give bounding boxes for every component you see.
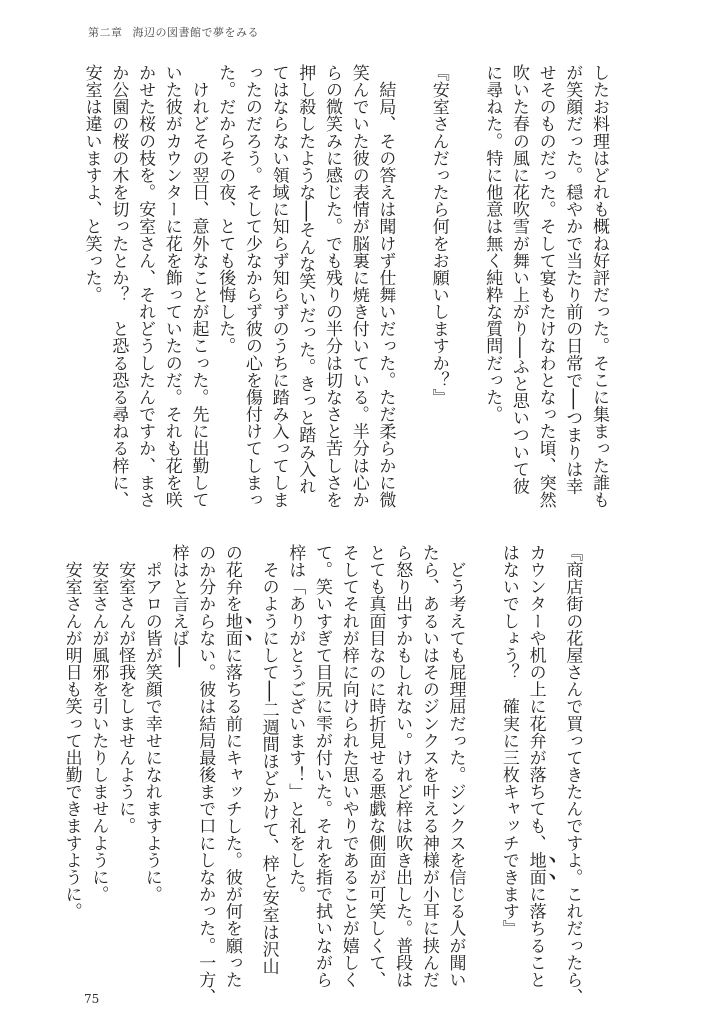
line-text: 安室さんが怪我をしませんように。 [115,544,136,835]
text-line [585,544,612,984]
line-text: て。笑いすぎて目尻に雫が付いた。それを指で拭いながら [312,544,332,989]
page-number: 75 [84,992,100,1006]
line-text: のか分からない。彼は結局最後まで口にしなかった。一方、 [195,544,216,1006]
line-text: 結局、その答えは聞けず仕舞いだった。ただ柔らかに微 [375,64,396,509]
text-line [335,544,362,989]
text-line [111,544,138,984]
line-text: いた彼がカウンターに花を飾っていたのだ。それも花を咲 [161,64,182,509]
text-line [255,544,282,984]
text-line [165,544,192,984]
text-line [78,64,105,499]
line-text: の花弁を [221,544,242,613]
text-line [191,544,218,1006]
text-line [452,64,479,499]
text-line [318,64,345,509]
line-text: 『商店街の花屋さんで買ってきたんですよ。これだったら、 [562,544,583,1006]
chapter-number: 第二章 [88,26,123,39]
text-line [131,64,158,509]
line-text: てはならない領域に知らず知らずのうちに踏み入ってしま [268,64,289,509]
line-text: けれどその翌日、意外なことが起こった。先に出勤して [188,64,209,509]
line-text-continued: に落ちること [525,885,546,989]
text-line [532,64,559,509]
text-line [265,64,292,509]
text-line [362,544,389,989]
text-line [442,544,469,989]
text-line [282,544,309,984]
text-line [425,64,452,499]
text-line [85,544,112,984]
text-line [345,64,372,509]
line-text: そのようにして──二週間ほどかけて、梓と安室は沢山 [258,544,279,975]
line-text: そしてそれが梓に向けられた思いやりであることが嬉しく [338,544,359,989]
text-block-top [77,64,612,509]
line-text: 安室は違いますよ、と笑った。 [81,64,102,304]
line-text: とても真面目なのに時折見せる悪戯な側面が可笑しくて、 [365,544,386,989]
text-line [559,544,586,1006]
line-text: 笑んでいた彼の表情が脳裏に焼き付いている。半分は心か [348,64,369,509]
text-line [585,64,612,509]
text-line [388,544,415,989]
line-text: か公園の桜の木を切ったとか？ と恐る恐る尋ねる梓に、 [108,64,129,509]
text-line [559,64,586,499]
text-line [158,64,185,509]
line-text: 安室さんが明日も笑って出勤できますように。 [61,544,82,920]
line-text-continued: に落ちる前にキャッチした。彼が何を願った [221,646,242,989]
line-text: た。だからその夜、とても後悔した。 [215,64,236,355]
line-text: せそのものだった。そして宴もたけなわとなった頃、突然 [535,64,556,509]
line-text: 押し殺したような──そんな笑いだった。きっと踏み入れ [295,64,316,495]
line-text: カウンターや机の上に花弁が落ちても、 [525,544,546,852]
text-line [218,544,255,989]
text-line [372,64,399,509]
text-line [185,64,212,509]
line-text: 吹いた春の風に花吹雪が舞い上がり──ふと思いついて彼 [508,64,529,495]
line-text: どう考えても屁理屈だった。ジンクスを信じる人が聞い [445,544,466,989]
text-line [398,64,425,499]
line-text: ったのだろう。そして少なからず彼の心を傷付けてしまっ [241,64,262,509]
text-line [522,544,559,989]
line-text: したお料理はどれも概ね好評だった。そこに集まった誰も [589,64,609,509]
text-line [495,544,522,984]
line-text: ポアロの皆が笑顔で幸せになれますように。 [141,544,162,903]
text-line [469,544,496,984]
text-line [415,544,442,989]
line-text: 『安室さんだったら何をお願いしますか？』 [428,64,449,406]
running-head [88,24,269,40]
text-line [292,64,319,499]
line-text: に尋ねた。特に他意は無く純粋な質問だった。 [482,64,503,423]
text-line [238,64,265,509]
emphasized-text: 地面 [221,612,242,647]
line-text: 梓は「ありがとうございます！」と礼をした。 [285,544,306,903]
text-line [105,64,132,509]
line-text: らの微笑みに感じた。でも残りの半分は切なさと苦しさを [322,64,342,509]
line-text: かせた桜の枝を。安室さん、それどうしたんですか、まさ [135,64,156,509]
line-text: はないでしょう？ 確実に三枚キャッチできます』 [498,544,519,937]
emphasized-text: 地面 [525,851,546,886]
text-line [138,544,165,984]
text-line [58,544,85,984]
text-line [308,544,335,989]
line-text: 安室さんが風邪を引いたりしませんように。 [88,544,109,903]
chapter-title: 海辺の図書館で夢をみる [132,26,259,39]
text-line [211,64,238,499]
line-text: 梓はと言えば── [168,544,189,668]
text-line [478,64,505,499]
text-line [505,64,532,499]
line-text: たら、あるいはそのジンクスを叶える神様が小耳に挟んだ [418,544,439,989]
line-text: ら怒り出すかもしれない。けれど梓は吹き出した。普段は [392,544,413,989]
line-text: が笑顔だった。穏やかで当たり前の日常で──つまりは幸 [562,64,583,495]
